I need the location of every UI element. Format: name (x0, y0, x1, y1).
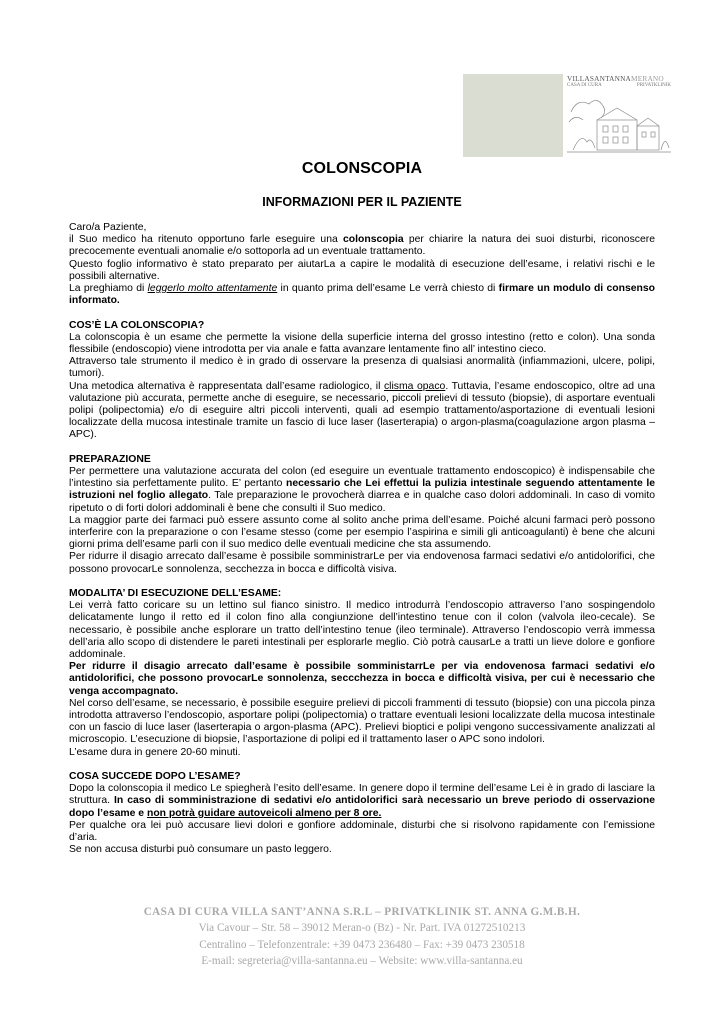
section2-paragraph-1: Per permettere una valutazione accurata del colon (ed eseguire un eventuale trattamento endoscopico) è indispensabile che l’intestino sia perfettamente pulito. E’ pertanto necessario che Lei effettui la pulizia intestinale seguendo attentamente le istruzioni nel foglio allegato. Tale preparazione le provocherà diarrea e in qualche caso dolori addominali. In caso di vomito ripetuto o di forti dolori addominali è bene che consulti il Suo medico. (69, 466, 655, 514)
section-heading-after: COSA SUCCEDE DOPO L’ESAME? (69, 771, 241, 783)
section-heading-procedure: MODALITA’ DI ESECUZIONE DELL’ESAME: (69, 588, 282, 600)
section4-paragraph-3: Se non accusa disturbi può consumare un pasto leggero. (69, 844, 332, 856)
footer-address: Via Cavour – Str. 58 – 39012 Meran-o (Bz) - Nr. Part. IVA 01272510213 (198, 922, 526, 935)
clinic-logo (463, 74, 671, 157)
intro-paragraph-3: La preghiamo di leggerlo molto attentamente in quanto prima dell’esame Le verrà chiesto di firmare un modulo di consenso informato. (69, 283, 655, 307)
section4-paragraph-2: Per qualche ora lei può accusare lievi dolori e gonfiore addominale, disturbi che si risolvono rapidamente con l’emissione d’aria. (69, 819, 655, 844)
section1-paragraph-1: La colonscopia è un esame che permette la visione della superficie interna del grosso intestino (retto e colon). Una sonda flessibile (endoscopio) viene introdotta per via anale e fatta avanzare lentamente fino all’ intestino cieco. (69, 331, 655, 356)
section1-paragraph-2: Attraverso tale strumento il medico è in grado di osservare la presenza di qualsiasi anormalità (infiammazioni, ulcere, polipi, tumori). (69, 356, 655, 380)
footer-company: CASA DI CURA VILLA SANT’ANNA S.R.L – PRIVATKLINIK ST. ANNA G.M.B.H. (143, 906, 581, 918)
logo-wordmark: VILLASANTANNAMERANO (567, 74, 664, 83)
villa-sketch-icon (567, 92, 671, 157)
section-heading-what-is: COS’È LA COLONSCOPIA? (69, 319, 205, 331)
intro-paragraph-1: il Suo medico ha ritenuto opportuno farle eseguire una colonscopia per chiarire la natura dei suoi disturbi, riconoscere precocemente eventuali anomalie e/o sottoporla ad un eventuale trattamento. (69, 234, 655, 258)
logo-green-panel (463, 74, 563, 157)
section2-paragraph-2: La maggior parte dei farmaci può essere assunto come al solito anche prima dell’esame. Poiché alcuni farmaci però possono interferire con la preparazione o con l’esame stesso (come per esempio l’aspirina e simili gli anticoagulanti) è bene che alcuni giorni prima dell’esame parli con il suo medico delle eventuali medicine che sta assumendo. (69, 514, 655, 551)
page-title: COLONSCOPIA (301, 160, 423, 177)
section-heading-preparation: PREPARAZIONE (69, 453, 151, 465)
footer-contact: E-mail: segreteria@villa-santanna.eu – Website: www.villa-santanna.eu (201, 955, 523, 968)
logo-subtitle: CASA DI CURA PRIVATKLINIK (567, 83, 671, 88)
document-body (69, 222, 655, 857)
section3-paragraph-3: Nel corso dell’esame, se necessario, è possibile eseguire prelievi di piccoli frammenti di tessuto (biopsie) con una piccola pinza introdotta attraverso l’endoscopio, asportare polipi (polipectomia) o trattare eventuali lesioni localizzate della mucosa intestinale con un fascio di luce laser (laserterapia o argon-plasma (APC). Prelievi bioptici e polipi vengono successivamente analizzati al microscopio. L’esecuzione di biopsie, l’asportazione di polipi ed il trattamento laser o APC sono indolori. (69, 697, 655, 746)
intro-paragraph-2: Questo foglio informativo è stato preparato per aiutarLa a capire le modalità di esecuzione dell’esame, i relativi rischi e le possibili alternative. (69, 258, 655, 282)
greeting: Caro/a Paziente, (69, 222, 147, 233)
section3-paragraph-2: Per ridurre il disagio arrecato dall’esame è possibile somministarrLe per via endovenosa farmaci sedativi e/o antidolorifici, che possono provocarLe sonnolenza, seccchezza in bocca e difficoltà visiva, per cui è necessario che venga accompagnato. (69, 661, 655, 697)
section3-paragraph-4: L’esame dura in genere 20-60 minuti. (69, 746, 241, 758)
section1-paragraph-3: Una metodica alternativa è rappresentata dall’esame radiologico, il clisma opaco. Tuttavia, l’esame endoscopico, oltre ad una valutazione più accurata, permette anche di eseguire, se necessario, piccoli prelievi di tessuto (biopsie), di asportare eventuali polipi (polipectomia) e/o di eseguire altri piccoli interventi, quali ad esempio trattamento/asportazione di eventuali lesioni localizzate della mucosa intestinale tramite un fascio di luce laser (laserterapia) o argon-plasma(coagulazione argon plasma – APC). (69, 380, 655, 441)
page-footer (0, 904, 724, 970)
section4-paragraph-1: Dopo la colonscopia il medico Le spiegherà l’esito dell’esame. In genere dopo il termine dell’esame Lei è in grado di lasciare la struttura. In caso di somministrazione di sedativi e/o antidolorifici sarà necessario un breve periodo di osservazione dopo l’esame e non potrà guidare autoveicoli almeno per 8 ore. (69, 783, 655, 819)
footer-phone: Centralino – Telefonzentrale: +39 0473 236480 – Fax: +39 0473 230518 (199, 938, 525, 951)
page-subtitle: INFORMAZIONI PER IL PAZIENTE (262, 195, 462, 209)
section2-paragraph-3: Per ridurre il disagio arrecato dall’esame è possibile somministrarLe per via endovenosa farmaci sedativi e/o antidolorifici, che possono provocarLe sonnolenza, secchezza in bocca e difficoltà visiva. (69, 551, 655, 575)
section3-paragraph-1: Lei verrà fatto coricare su un lettino sul fianco sinistro. Il medico introdurrà l’endoscopio attraverso l’ano sospingendolo delicatamente lungo il retto ed il colon fino alla congiunzione dell’intestino tenue con il colon (valvola ileo-cecale). Se necessario, è possibile anche esplorare un tratto dell’intestino tenue (ileo terminale). Attraverso l’endoscopio verrà immessa dell’aria allo scopo di distendere le pareti intestinali per esplorarle meglio. Ciò potrà causarLe a tratti un lieve dolore e gonfiore addominale. (69, 600, 655, 661)
